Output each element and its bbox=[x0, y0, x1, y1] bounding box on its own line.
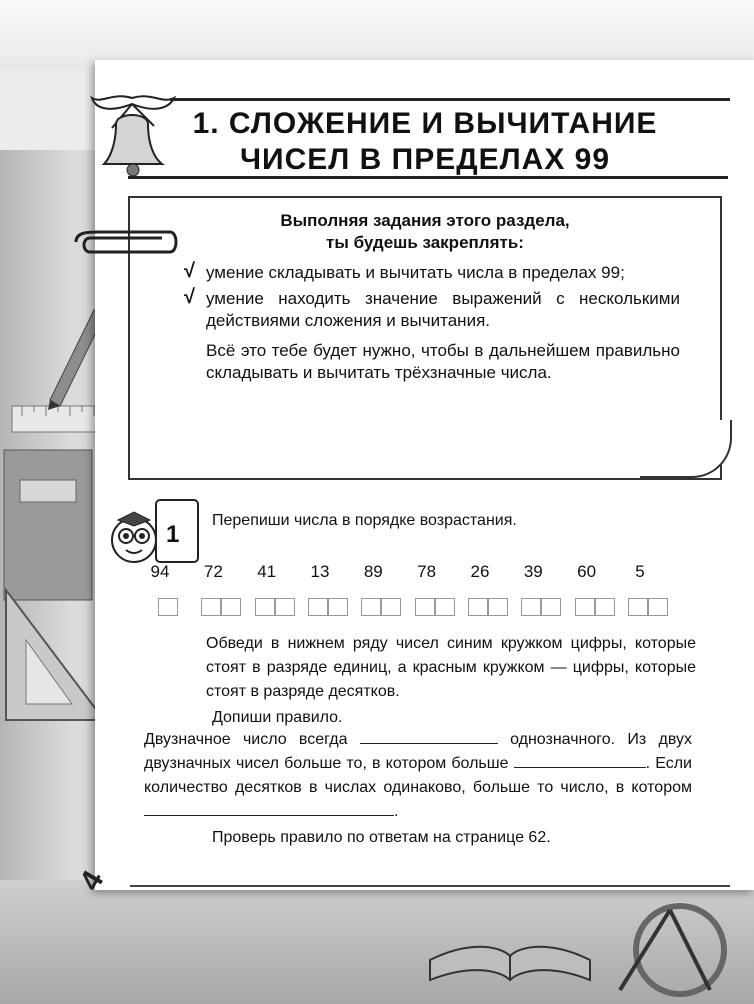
task-paragraph-complete-rule: Допиши правило. bbox=[212, 709, 343, 726]
title-rule-bottom bbox=[128, 176, 728, 179]
number-item: 41 bbox=[257, 562, 277, 581]
number-item: 60 bbox=[577, 562, 597, 581]
title-line-2: ЧИСЕЛ В ПРЕДЕЛАХ 99 bbox=[239, 143, 611, 176]
title-rule-top bbox=[170, 98, 730, 101]
intro-heading bbox=[130, 210, 720, 254]
task-instruction: Перепиши числа в порядке возрастания. bbox=[212, 512, 517, 529]
skills-list bbox=[184, 260, 680, 332]
skill-item bbox=[184, 260, 680, 284]
intro-heading-line-2: ты будешь закреплять: bbox=[326, 233, 524, 252]
page-number: 4 bbox=[73, 865, 111, 897]
answer-box[interactable] bbox=[575, 598, 615, 618]
owl-mascot-icon bbox=[104, 496, 200, 568]
rule-part-4: . bbox=[394, 803, 399, 820]
number-item: 94 bbox=[150, 562, 170, 581]
bell-icon bbox=[82, 84, 182, 180]
set-square-icon bbox=[0, 580, 110, 730]
task-paragraph-check: Проверь правило по ответам на странице 62. bbox=[212, 829, 551, 846]
rule-text bbox=[144, 728, 692, 824]
skill-item-text: умение находить значение выражений с несколькими действиями сложения и вычитания. bbox=[206, 289, 680, 330]
intro-outro: Всё это тебе будет нужно, чтобы в дальнейшем правильно складывать и вычитать трёхзначные числа. bbox=[206, 341, 680, 382]
task-paragraph-circle: Обведи в нижнем ряду чисел синим кружком цифры, которые стоят в разряде единиц, а красным кружком — цифры, которые стоят в разряде десятков. bbox=[206, 635, 696, 700]
number-item: 78 bbox=[417, 562, 437, 581]
answer-box[interactable] bbox=[255, 598, 295, 618]
rule-part-2: однозначного. Из двух двузначных чисел больше то, в котором больше bbox=[144, 731, 692, 772]
answer-boxes-row bbox=[148, 598, 668, 618]
intro-box bbox=[128, 196, 722, 480]
number-item: 39 bbox=[523, 562, 543, 581]
compass-icon bbox=[560, 890, 750, 1000]
rule-part-3: . Если количество десятков в числах одинаково, больше то число, в котором bbox=[144, 755, 692, 796]
answer-box[interactable] bbox=[201, 598, 241, 618]
answer-box[interactable] bbox=[415, 598, 455, 618]
task-number: 1 bbox=[166, 521, 180, 548]
answer-box[interactable] bbox=[361, 598, 401, 618]
answer-box[interactable] bbox=[628, 598, 668, 618]
skill-item-text: умение складывать и вычитать числа в пределах 99; bbox=[206, 263, 625, 282]
number-item: 13 bbox=[310, 562, 330, 581]
rule-part-1: Двузначное число всегда bbox=[144, 731, 348, 748]
check-mark-icon: √ bbox=[184, 260, 195, 282]
rule-blank-2[interactable] bbox=[514, 753, 646, 768]
skill-item bbox=[184, 286, 680, 332]
intro-heading-line-1: Выполняя задания этого раздела, bbox=[280, 211, 570, 230]
rule-blank-3[interactable] bbox=[144, 801, 394, 816]
answer-box[interactable] bbox=[148, 598, 188, 618]
title-line-1: 1. СЛОЖЕНИЕ И ВЫЧИТАНИЕ bbox=[192, 107, 658, 140]
check-mark-icon: √ bbox=[184, 286, 195, 308]
answer-box[interactable] bbox=[468, 598, 508, 618]
number-item: 5 bbox=[635, 562, 645, 581]
rule-blank-1[interactable] bbox=[360, 729, 498, 744]
number-item: 89 bbox=[363, 562, 383, 581]
page-title bbox=[175, 106, 675, 178]
answer-box[interactable] bbox=[521, 598, 561, 618]
answer-box[interactable] bbox=[308, 598, 348, 618]
number-item: 72 bbox=[203, 562, 223, 581]
numbers-row bbox=[140, 562, 660, 586]
number-item: 26 bbox=[470, 562, 490, 581]
paper-clip-icon bbox=[70, 228, 180, 256]
bottom-rule bbox=[130, 885, 730, 887]
